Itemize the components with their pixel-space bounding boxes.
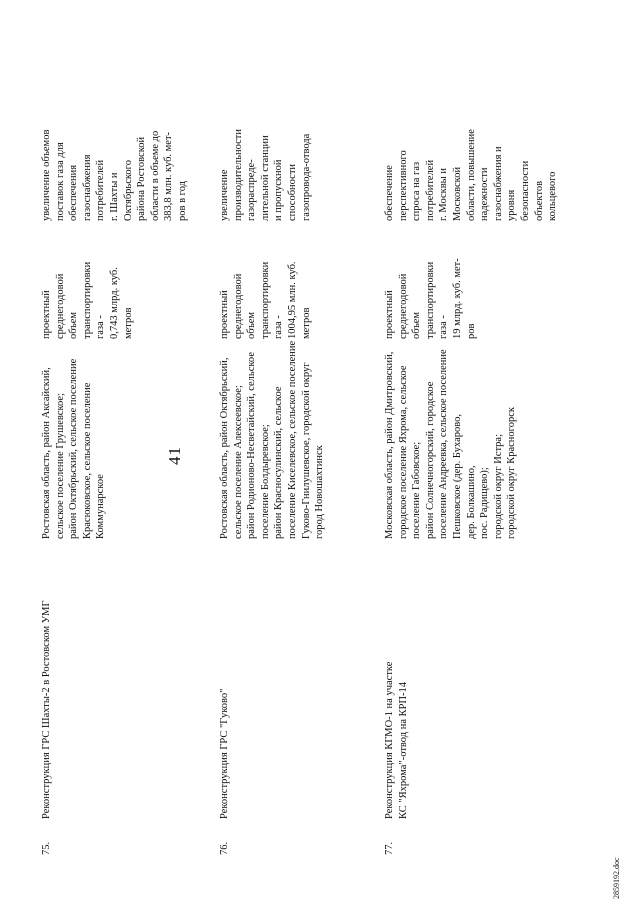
purpose: увеличение объемов поставок газа для обеспечения газоснабжения потребителей г. Шахты и Октябрьского района Ростовской области в объеме до 383,8 млн. куб. мет- ров в год: [41, 129, 188, 221]
object-name: Реконструкция ГРС "Гуково": [219, 688, 230, 819]
capacity: проектный среднегодовой объем транспортировки газа - 0,743 млрд. куб. метров: [41, 261, 134, 339]
purpose: увеличение производительности газораспреде- лительной станции и пропускной способности газопровода-отвода: [219, 129, 312, 221]
row-number: 76.: [219, 841, 230, 855]
location: Московская область, район Дмитровский, городское поселение Яхрома, сельское поселение Габовское; район Солнечногорский, городское поселение Андреевка, сельское поселение Пешковское (дер. Бухарово, дер. Болкашино, пос. Радищево); городской округ Истра; городской округ Красногорск: [384, 349, 518, 539]
capacity: проектный среднегодовой объем транспортировки газа - 19 млрд. куб. мет- ров: [384, 258, 477, 339]
row-number: 75.: [41, 841, 52, 855]
purpose: обеспечение перспективного спроса на газ потребителей г. Москвы и Московской области, повышение надежности газоснабжения и уровня безопасности объектов кольцевого: [384, 129, 559, 221]
object-name: Реконструкция КГМО-1 на участке КС "Яхрома"-отвод на КРП-14: [384, 661, 409, 819]
location: Ростовская область, район Октябрьский, сельское поселение Алексеевское; район Родионово-Несветайский, сельское поселение Болдыревское; район Красносулинский, сельское поселение Киселевское, сельское поселение Гуково-Гнилушевское, городской округ город Новошахтинск: [219, 340, 326, 539]
capacity: проектный среднегодовой объем транспортировки газа - 1004,95 млн. куб. метров: [219, 261, 312, 339]
page-number: 41: [165, 446, 184, 465]
location: Ростовская область, район Аксайский, сельское поселение Грушевское; район Октябрьский, сельское поселение Красюковское, сельское поселение Коммунарское: [41, 358, 107, 539]
row-number: 77.: [384, 841, 395, 855]
object-name: Реконструкция ГРС Шахты-2 в Ростовском УМГ: [41, 600, 52, 819]
footer-file-code: 2859192.doc: [612, 857, 621, 899]
